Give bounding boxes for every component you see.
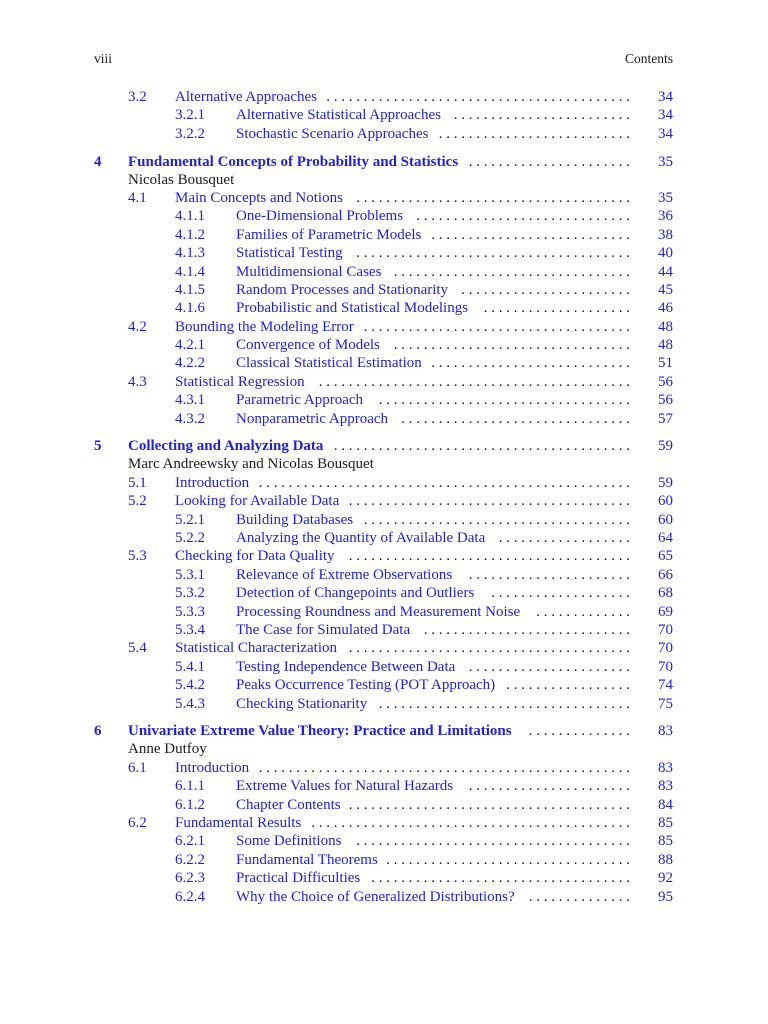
toc-entry-title[interactable]: Probabilistic and Statistical Modelings	[236, 300, 469, 316]
toc-entry-page[interactable]: 75	[658, 696, 673, 712]
toc-leader-dots: . . . . . . . . . . . . . . . . . . . . . . .	[461, 282, 630, 298]
toc-entry-page[interactable]: 34	[658, 107, 673, 123]
toc-entry-number[interactable]: 5.2.1	[175, 512, 205, 528]
toc-entry-title[interactable]: Convergence of Models	[236, 337, 380, 353]
toc-entry-page[interactable]: 45	[658, 282, 673, 298]
toc-entry[interactable]	[0, 888, 768, 906]
toc-entry-title[interactable]: Some Definitions	[236, 833, 342, 849]
toc-leader-dots: . . . . . . . . . . . . . . . . . . . . . . . . . . . . . . . . . . .	[371, 870, 630, 886]
toc-entry-number[interactable]: 5.2	[128, 493, 147, 509]
toc-leader-dots: . . . . . . . . . . . . . . . . . . . . . . . . . . . . . . . . . . . . . .	[348, 797, 630, 813]
toc-entry-number[interactable]: 4.2	[128, 319, 147, 335]
toc-entry-number[interactable]: 6.2.2	[175, 852, 205, 868]
toc-entry-page[interactable]: 34	[658, 126, 673, 142]
toc-entry[interactable]	[0, 318, 768, 336]
toc-entry-page[interactable]: 88	[658, 852, 673, 868]
toc-entry[interactable]	[0, 869, 768, 887]
toc-entry[interactable]	[0, 354, 768, 372]
toc-entry-title[interactable]: Testing Independence Between Data	[236, 659, 456, 675]
toc-entry[interactable]	[0, 153, 768, 171]
toc-entry-title[interactable]: Nonparametric Approach	[236, 411, 389, 427]
toc-entry[interactable]	[0, 281, 768, 299]
toc-entry-title[interactable]: Alternative Statistical Approaches	[236, 107, 441, 123]
toc-entry[interactable]	[0, 244, 768, 262]
toc-entry[interactable]	[0, 336, 768, 354]
toc-entry-number[interactable]: 3.2.1	[175, 107, 205, 123]
toc-entry-page[interactable]: 66	[658, 567, 673, 583]
toc-entry-number[interactable]: 5.3.4	[175, 622, 205, 638]
toc-entry[interactable]	[0, 391, 768, 409]
toc-leader-dots: . . . . . . . . . . . . . . . . . . . . . . . . . . . . . . . . . . . .	[363, 319, 630, 335]
toc-entry[interactable]	[0, 851, 768, 869]
toc-entry-number[interactable]: 4.1	[128, 190, 147, 206]
toc-entry-title[interactable]: Extreme Values for Natural Hazards	[236, 778, 454, 794]
toc-entry-title[interactable]: Analyzing the Quantity of Available Data	[236, 530, 486, 546]
toc-entry-number[interactable]: 5.2.2	[175, 530, 205, 546]
toc-entry[interactable]	[0, 832, 768, 850]
toc-entry-number[interactable]: 3.2.2	[175, 126, 205, 142]
toc-entry-page[interactable]: 57	[658, 411, 673, 427]
toc-entry-number[interactable]: 6.1.2	[175, 797, 205, 813]
toc-leader-dots: . . . . . . . . . . . . . . . . . . . . . . . . . . . . . . . .	[393, 264, 630, 280]
toc-entry-number[interactable]: 4	[94, 154, 102, 170]
toc-entry-title[interactable]: Peaks Occurrence Testing (POT Approach)	[236, 677, 496, 693]
toc-entry-number[interactable]: 4.1.6	[175, 300, 205, 316]
toc-leader-dots: . . . . . . . . . . . . . .	[528, 889, 630, 905]
toc-leader-dots: . . . . . . . . . . . . . . . . . .	[498, 530, 630, 546]
toc-entry-page[interactable]: 59	[658, 475, 673, 491]
toc-entry[interactable]	[0, 676, 768, 694]
toc-entry-page[interactable]: 83	[658, 760, 673, 776]
toc-entry[interactable]	[0, 777, 768, 795]
toc-entry-title[interactable]: Fundamental Theorems	[236, 852, 378, 868]
toc-entry-page[interactable]: 95	[658, 889, 673, 905]
toc-entry[interactable]	[0, 639, 768, 657]
toc-leader-dots: . . . . . . . . . . . . . . . . . . . . . . . . . . . . . . . . . . . . .	[356, 190, 630, 206]
toc-entry-page[interactable]: 40	[658, 245, 673, 261]
toc-entry-title[interactable]: Multidimensional Cases	[236, 264, 382, 280]
toc-leader-dots: . . . . . . . . . . . . . . . . . . . . . . . . . . . . . . .	[401, 411, 630, 427]
toc-entry[interactable]	[0, 410, 768, 428]
toc-entry[interactable]	[0, 759, 768, 777]
toc-leader-dots: . . . . . . . . . . . . . . . . . . . . . . . . . . . . . . . . . . . . . . . . . . . . . . . . . .	[258, 760, 630, 776]
toc-leader-dots: . . . . . . . . . . . . . . . . . . . . . . . . . . . . . . . . . . . . . .	[348, 493, 630, 509]
toc-leader-dots: . . . . . . . . . . . . . . . . . . . . . . . . . . . . . . . . . . . . . .	[348, 640, 630, 656]
toc-entry-number[interactable]: 4.1.3	[175, 245, 205, 261]
toc-entry[interactable]	[0, 511, 768, 529]
toc-leader-dots: . . . . . . . . . . . . . . . . . . . . . . . . . . .	[431, 355, 630, 371]
toc-leader-dots: . . . . . . . . . . . . . . . . . . . . . . . . . . . . . . . . . . . . .	[356, 833, 630, 849]
toc-leader-dots: . . . . . . . . . . . . . . . . . . . . . .	[468, 567, 630, 583]
toc-entry-number[interactable]: 6.2.1	[175, 833, 205, 849]
toc-entry-number[interactable]: 5.4.1	[175, 659, 205, 675]
toc-entry-number[interactable]: 4.2.1	[175, 337, 205, 353]
toc-leader-dots: . . . . . . . . . . . . . . . . . . . . . . . . . . . .	[423, 622, 630, 638]
toc-entry-page[interactable]: 59	[658, 438, 673, 454]
toc-entry-page[interactable]: 84	[658, 797, 673, 813]
chapter-author: Nicolas Bousquet	[128, 172, 235, 188]
toc-entry-page[interactable]: 46	[658, 300, 673, 316]
toc-entry-title[interactable]: Bounding the Modeling Error	[175, 319, 354, 335]
toc-entry-title[interactable]: Families of Parametric Models	[236, 227, 422, 243]
toc-entry-number[interactable]: 6.2.4	[175, 889, 205, 905]
toc-leader-dots: . . . . . . . . . . . . . . . . . . . . . .	[468, 154, 630, 170]
toc-entry-title[interactable]: Parametric Approach	[236, 392, 364, 408]
toc-leader-dots: . . . . . . . . . . . . . . . . . . . . . . . . . . . . . . . . . . . . . . . . .	[326, 89, 630, 105]
toc-leader-dots: . . . . . . . . . . . . . .	[528, 723, 630, 739]
toc-entry[interactable]	[0, 474, 768, 492]
toc-entry-page[interactable]: 60	[658, 512, 673, 528]
toc-entry-title[interactable]: One-Dimensional Problems	[236, 208, 404, 224]
toc-entry-number[interactable]: 4.2.2	[175, 355, 205, 371]
toc-entry-number[interactable]: 6.2.3	[175, 870, 205, 886]
toc-entry-number[interactable]: 5	[94, 438, 102, 454]
toc-entry-title[interactable]: Processing Roundness and Measurement Noise	[236, 604, 521, 620]
toc-entry-title[interactable]: Building Databases	[236, 512, 354, 528]
toc-leader-dots: . . . . . . . . . . . . . . . . . . . . . . . .	[453, 107, 630, 123]
running-header-title: Contents	[624, 51, 673, 66]
toc-leader-dots: . . . . . . . . . . . . . . . . . . . . . . . . . . . . . . . . . .	[378, 696, 630, 712]
toc-entry-page[interactable]: 35	[658, 154, 673, 170]
toc-entry-title[interactable]: Practical Difficulties	[236, 870, 361, 886]
toc-leader-dots: . . . . . . . . . . . . .	[536, 604, 630, 620]
toc-entry-page[interactable]: 51	[658, 355, 673, 371]
toc-entry-page[interactable]: 85	[658, 815, 673, 831]
toc-leader-dots: . . . . . . . . . . . . . . . . . . . . . . . . . . . . . . . . . . . . . . . . . . .	[311, 815, 630, 831]
toc-entry[interactable]	[0, 125, 768, 143]
toc-entry[interactable]	[0, 226, 768, 244]
toc-entry-title[interactable]: Statistical Characterization	[175, 640, 338, 656]
toc-entry[interactable]	[0, 299, 768, 317]
toc-leader-dots: . . . . . . . . . . . . . . . . . . . . . .	[468, 778, 630, 794]
toc-entry-title[interactable]: Introduction	[175, 760, 250, 776]
toc-entry-title[interactable]: Fundamental Results	[175, 815, 302, 831]
toc-entry[interactable]	[0, 437, 768, 455]
toc-entry-page[interactable]: 64	[658, 530, 673, 546]
toc-entry-number[interactable]: 6.2	[128, 815, 147, 831]
toc-entry[interactable]	[0, 658, 768, 676]
toc-entry-number[interactable]: 4.1.5	[175, 282, 205, 298]
toc-entry-title[interactable]: Checking for Data Quality	[175, 548, 335, 564]
toc-entry-number[interactable]: 5.3.2	[175, 585, 205, 601]
toc-entry[interactable]	[0, 529, 768, 547]
toc-entry[interactable]	[0, 373, 768, 391]
toc-entry[interactable]	[0, 189, 768, 207]
toc-entry[interactable]	[0, 88, 768, 106]
toc-leader-dots: . . . . . . . . . . . . . . . . . . . . . . . . . . . . . . . . . .	[378, 392, 630, 408]
toc-entry[interactable]	[0, 796, 768, 814]
toc-entry-title[interactable]: Chapter Contents	[236, 797, 341, 813]
toc-entry-number[interactable]: 4.1.1	[175, 208, 205, 224]
toc-entry-number[interactable]: 6.1.1	[175, 778, 205, 794]
toc-leader-dots: . . . . . . . . . . . . . . . . . . . . . .	[468, 659, 630, 675]
toc-entry-number[interactable]: 4.3.1	[175, 392, 205, 408]
toc-entry-page[interactable]: 68	[658, 585, 673, 601]
toc-entry-number[interactable]: 4.1.4	[175, 264, 205, 280]
toc-leader-dots: . . . . . . . . . . . . . . . . . . . . . . . . . . . . . . . . .	[386, 852, 630, 868]
toc-leader-dots: . . . . . . . . . . . . . . . . . . . . . . . . . . . . . . . . . . . . . . . .	[333, 438, 630, 454]
toc-entry-title[interactable]: Collecting and Analyzing Data	[128, 438, 324, 454]
toc-leader-dots: . . . . . . . . . . . . . . . . . . . . . . . . . . . . . . . . . . . .	[363, 512, 630, 528]
toc-leader-dots: . . . . . . . . . . . . . . . . . . . .	[483, 300, 630, 316]
toc-entry-page[interactable]: 83	[658, 723, 673, 739]
toc-leader-dots: . . . . . . . . . . . . . . . . . . . . . . . . . . . . . . . . . . . . . . . . . . . . . . . . . .	[258, 475, 630, 491]
toc-entry[interactable]	[0, 566, 768, 584]
toc-entry-page[interactable]: 34	[658, 89, 673, 105]
toc-entry-number[interactable]: 6	[94, 723, 102, 739]
toc-entry-page[interactable]: 65	[658, 548, 673, 564]
toc-entry-title[interactable]: Statistical Testing	[236, 245, 343, 261]
toc-entry-title[interactable]: Stochastic Scenario Approaches	[236, 126, 429, 142]
toc-entry-page[interactable]: 38	[658, 227, 673, 243]
toc-entry-page[interactable]: 56	[658, 392, 673, 408]
toc-leader-dots: . . . . . . . . . . . . . . . . . . . . . . . . . . . . . . . . . . . . . .	[348, 548, 630, 564]
toc-entry-title[interactable]: Main Concepts and Notions	[175, 190, 343, 206]
toc-entry[interactable]	[0, 814, 768, 832]
toc-entry-number[interactable]: 6.1	[128, 760, 147, 776]
toc-entry-number[interactable]: 5.1	[128, 475, 147, 491]
toc-entry-page[interactable]: 70	[658, 659, 673, 675]
toc-entry-title[interactable]: Why the Choice of Generalized Distributions?	[236, 889, 515, 905]
toc-entry-title[interactable]: Alternative Approaches	[175, 89, 318, 105]
toc-entry-title[interactable]: Statistical Regression	[175, 374, 305, 390]
toc-entry[interactable]	[0, 695, 768, 713]
toc-entry-number[interactable]: 5.4	[128, 640, 147, 656]
toc-entry-page[interactable]: 48	[658, 319, 673, 335]
toc-entry-title[interactable]: The Case for Simulated Data	[236, 622, 411, 638]
toc-entry[interactable]	[0, 621, 768, 639]
toc-leader-dots: . . . . . . . . . . . . . . . . . . . . . . . . . . . . . . . . . . . . .	[356, 245, 630, 261]
toc-entry-number[interactable]: 5.3	[128, 548, 147, 564]
toc-entry[interactable]	[0, 603, 768, 621]
toc-leader-dots: . . . . . . . . . . . . . . . . . . .	[491, 585, 630, 601]
chapter-author: Marc Andreewsky and Nicolas Bousquet	[128, 456, 374, 472]
toc-entry-page[interactable]: 70	[658, 622, 673, 638]
running-header-page-number: viii	[94, 51, 113, 66]
toc-entry[interactable]	[0, 584, 768, 602]
toc-entry-page[interactable]: 70	[658, 640, 673, 656]
toc-entry-number[interactable]: 5.4.3	[175, 696, 205, 712]
toc-entry-number[interactable]: 5.4.2	[175, 677, 205, 693]
toc-entry-number[interactable]: 3.2	[128, 89, 147, 105]
toc-entry-number[interactable]: 4.3.2	[175, 411, 205, 427]
toc-entry-title[interactable]: Classical Statistical Estimation	[236, 355, 422, 371]
toc-entry[interactable]	[0, 207, 768, 225]
toc-leader-dots: . . . . . . . . . . . . . . . . . . . . . . . . . . . . . . . .	[393, 337, 630, 353]
toc-entry-page[interactable]: 36	[658, 208, 673, 224]
toc-entry-title[interactable]: Random Processes and Stationarity	[236, 282, 449, 298]
toc-entry-number[interactable]: 5.3.1	[175, 567, 205, 583]
toc-entry-page[interactable]: 83	[658, 778, 673, 794]
toc-entry-number[interactable]: 4.1.2	[175, 227, 205, 243]
toc-entry-title[interactable]: Looking for Available Data	[175, 493, 340, 509]
toc-entry[interactable]	[0, 106, 768, 124]
toc-entry-title[interactable]: Checking Stationarity	[236, 696, 368, 712]
toc-entry-number[interactable]: 4.3	[128, 374, 147, 390]
toc-leader-dots: . . . . . . . . . . . . . . . . . . . . . . . . . .	[438, 126, 630, 142]
toc-entry-title[interactable]: Univariate Extreme Value Theory: Practice and Limitations	[128, 723, 512, 739]
toc-entry-title[interactable]: Fundamental Concepts of Probability and Statistics	[128, 154, 459, 170]
toc-entry-page[interactable]: 92	[658, 870, 673, 886]
toc-entry-page[interactable]: 60	[658, 493, 673, 509]
toc-leader-dots: . . . . . . . . . . . . . . . . . . . . . . . . . . .	[431, 227, 630, 243]
toc-entry-page[interactable]: 69	[658, 604, 673, 620]
toc-entry-page[interactable]: 85	[658, 833, 673, 849]
toc-entry[interactable]	[0, 722, 768, 740]
toc-entry-page[interactable]: 44	[658, 264, 673, 280]
toc-entry-page[interactable]: 74	[658, 677, 673, 693]
chapter-author: Anne Dutfoy	[128, 741, 207, 757]
toc-entry-page[interactable]: 56	[658, 374, 673, 390]
toc-entry-title[interactable]: Introduction	[175, 475, 250, 491]
toc-entry[interactable]	[0, 547, 768, 565]
toc-leader-dots: . . . . . . . . . . . . . . . . . . . . . . . . . . . . . . . . . . . . . . . . . .	[318, 374, 630, 390]
toc-entry[interactable]	[0, 263, 768, 281]
toc-entry-title[interactable]: Relevance of Extreme Observations	[236, 567, 453, 583]
toc-leader-dots: . . . . . . . . . . . . . . . . . . . . . . . . . . . . .	[416, 208, 630, 224]
toc-entry[interactable]	[0, 492, 768, 510]
toc-entry-page[interactable]: 48	[658, 337, 673, 353]
toc-leader-dots: . . . . . . . . . . . . . . . . .	[506, 677, 630, 693]
toc-entry-title[interactable]: Detection of Changepoints and Outliers	[236, 585, 475, 601]
toc-entry-number[interactable]: 5.3.3	[175, 604, 205, 620]
toc-entry-page[interactable]: 35	[658, 190, 673, 206]
